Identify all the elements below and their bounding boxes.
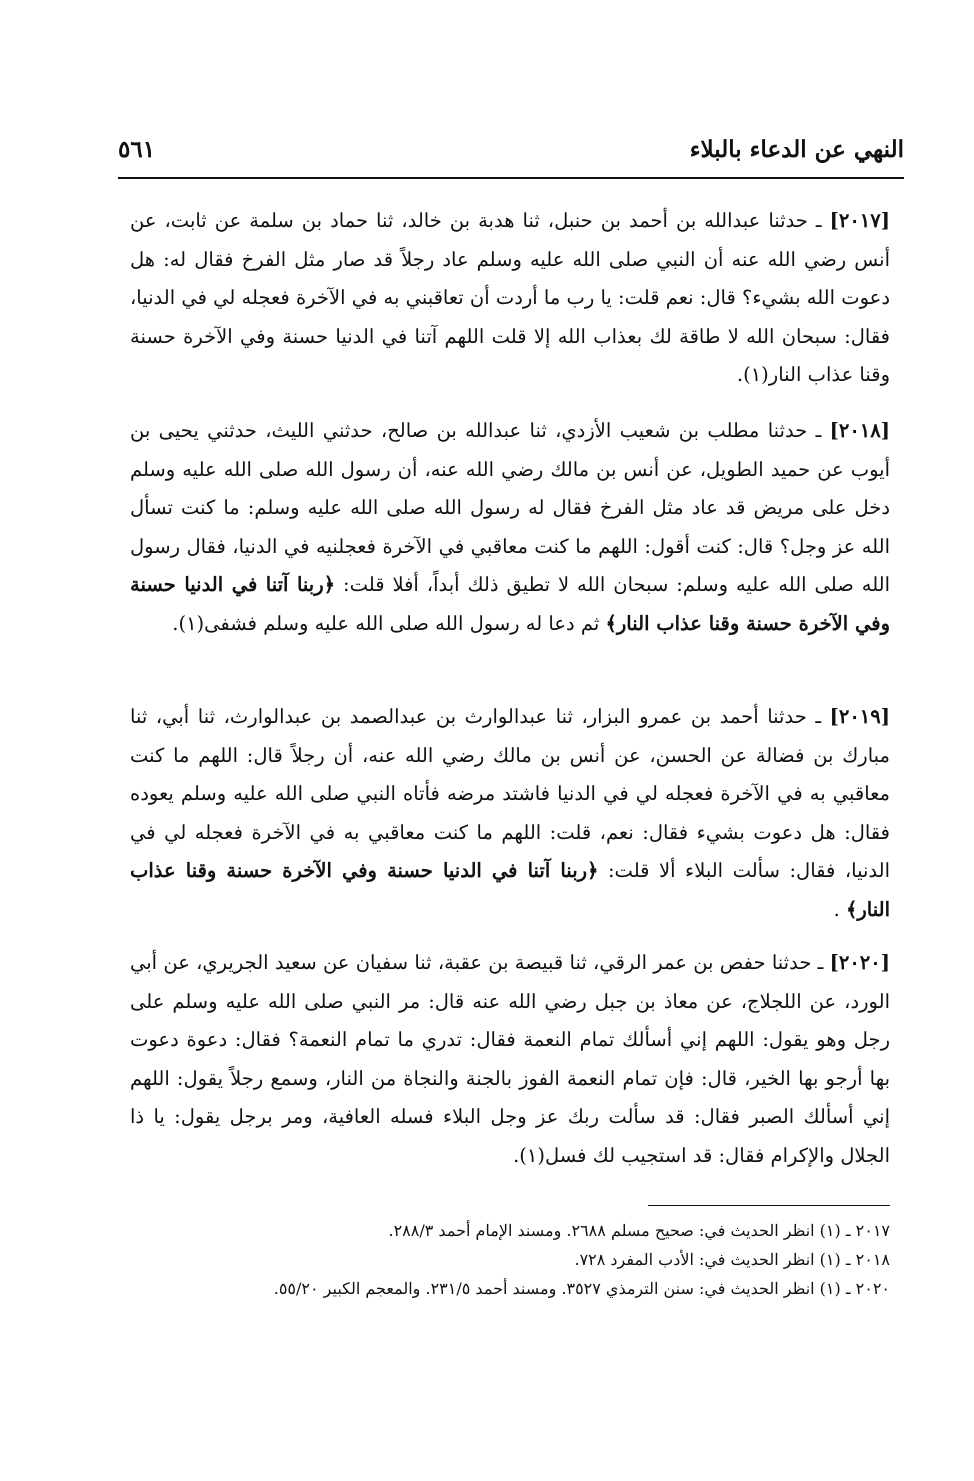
hadith-number: [٢٠١٧] xyxy=(829,209,890,232)
running-header xyxy=(118,132,904,172)
page-number: ٥٦١ xyxy=(118,136,156,163)
footnote-2017: ٢٠١٧ ـ (١) انظر الحديث في: صحيح مسلم ٢٦٨٨. ومسند الإمام أحمد ٢٨٨/٣. xyxy=(388,1221,890,1240)
hadith-text: ـ حدثنا حفص بن عمر الرقي، ثنا قبيصة بن عقبة، ثنا سفيان عن سعيد الجريري، عن أبي الورد، عن اللجلاج، عن معاذ بن جبل رضي الله عنه قال: مر النبي صلى الله عليه وسلم على رجل وهو يقول: اللهم إني أسألك تمام النعمة فقال: تدري ما تمام النعمة؟ فقال: دعوة دعوت بها أرجو بها الخير، قال: فإن تمام النعمة الفوز بالجنة والنجاة من النار، وسمع رجلاً يقول: اللهم إني أسألك الصبر فقال: قد سألت ربك عز وجل البلاء فسله العافية، ومر برجل يقول: يا ذا الجلال والإكرام فقال: قد استجيب لك فسل xyxy=(130,951,890,1167)
hadith-number: [٢٠١٩] xyxy=(829,705,890,728)
hadith-text: ـ حدثنا أحمد بن عمرو البزار، ثنا عبدالوارث بن عبدالصمد بن عبدالوارث، ثنا أبي، ثنا مبارك بن فضالة عن الحسن، عن أنس بن مالك رضي الله عنه، أن رجلاً قال: اللهم ما كنت معاقبي به في الآخرة فعجله لي في الدنيا فاشتد مرضه فأتاه النبي صلى الله عليه وسلم يعوده فقال: هل دعوت بشيء فقال: نعم، قلت: اللهم ما كنت معاقبي به في الآخرة فعجله لي في الدنيا، فقال: سألت البلاء ألا قلت: xyxy=(130,705,890,882)
header-divider xyxy=(118,177,904,179)
quran-verse: ﴿ربنا آتنا في الدنيا حسنة وفي الآخرة حسنة وقنا عذاب النار﴾ xyxy=(130,859,890,921)
hadith-number: [٢٠٢٠] xyxy=(829,951,890,974)
hadith-number: [٢٠١٨] xyxy=(829,419,890,442)
footnotes xyxy=(180,1216,890,1303)
hadith-2018 xyxy=(130,412,890,643)
hadith-text: ـ حدثنا مطلب بن شعيب الأزدي، ثنا عبدالله بن صالح، حدثني الليث، حدثني يحيى بن أيوب عن حميد الطويل، عن أنس بن مالك رضي الله عنه، أن رسول الله صلى الله عليه وسلم دخل على مريض قد عاد مثل الفرخ فقال له رسول الله صلى الله عليه وسلم: ما كنت تسأل الله عز وجل؟ قال: كنت أقول: اللهم ما كنت معاقبي في الآخرة فعجلنيه في الدنيا، فقال رسول الله صلى الله عليه وسلم: سبحان الله لا تطيق ذلك أبداً، أفلا قلت: xyxy=(130,419,891,596)
hadith-text-end: . xyxy=(833,897,846,921)
hadith-text: ـ حدثنا عبدالله بن أحمد بن حنبل، ثنا هدبة بن خالد، ثنا حماد بن سلمة عن ثابت، عن أنس رضي الله عنه أن النبي صلى الله عليه وسلم عاد رجلاً قد صار مثل الفرخ فقال له: هل دعوت الله بشيء؟ قال: نعم قلت: يا رب ما أردت أن تعاقبني به في الآخرة فعجله لي في الدنيا، فقال: سبحان الله لا طاقة لك بعذاب الله إلا قلت اللهم آتنا في الدنيا حسنة وفي الآخرة حسنة وقنا عذاب النار xyxy=(130,209,890,386)
hadith-2017 xyxy=(130,202,890,395)
footnote-2018: ٢٠١٨ ـ (١) انظر الحديث في: الأدب المفرد ٧٢٨. xyxy=(574,1250,890,1269)
hadith-text-end: ثم دعا له رسول الله صلى الله عليه وسلم فشفى(١). xyxy=(172,611,606,635)
footnote-ref: (١). xyxy=(736,363,769,386)
hadith-2020 xyxy=(130,944,890,1175)
quran-verse: ﴿ربنا آتنا في الدنيا حسنة وفي الآخرة حسنة وقنا عذاب النار﴾ xyxy=(130,573,890,635)
hadith-2019 xyxy=(130,698,890,929)
footnote-divider xyxy=(648,1205,890,1206)
footnote-ref: (١). xyxy=(513,1143,546,1167)
page-title: النهي عن الدعاء بالبلاء xyxy=(689,136,904,163)
footnote-2020: ٢٠٢٠ ـ (١) انظر الحديث في: سنن الترمذي ٣٥٢٧. ومسند أحمد ٢٣١/٥. والمعجم الكبير ٥٥/٢٠. xyxy=(273,1279,890,1298)
